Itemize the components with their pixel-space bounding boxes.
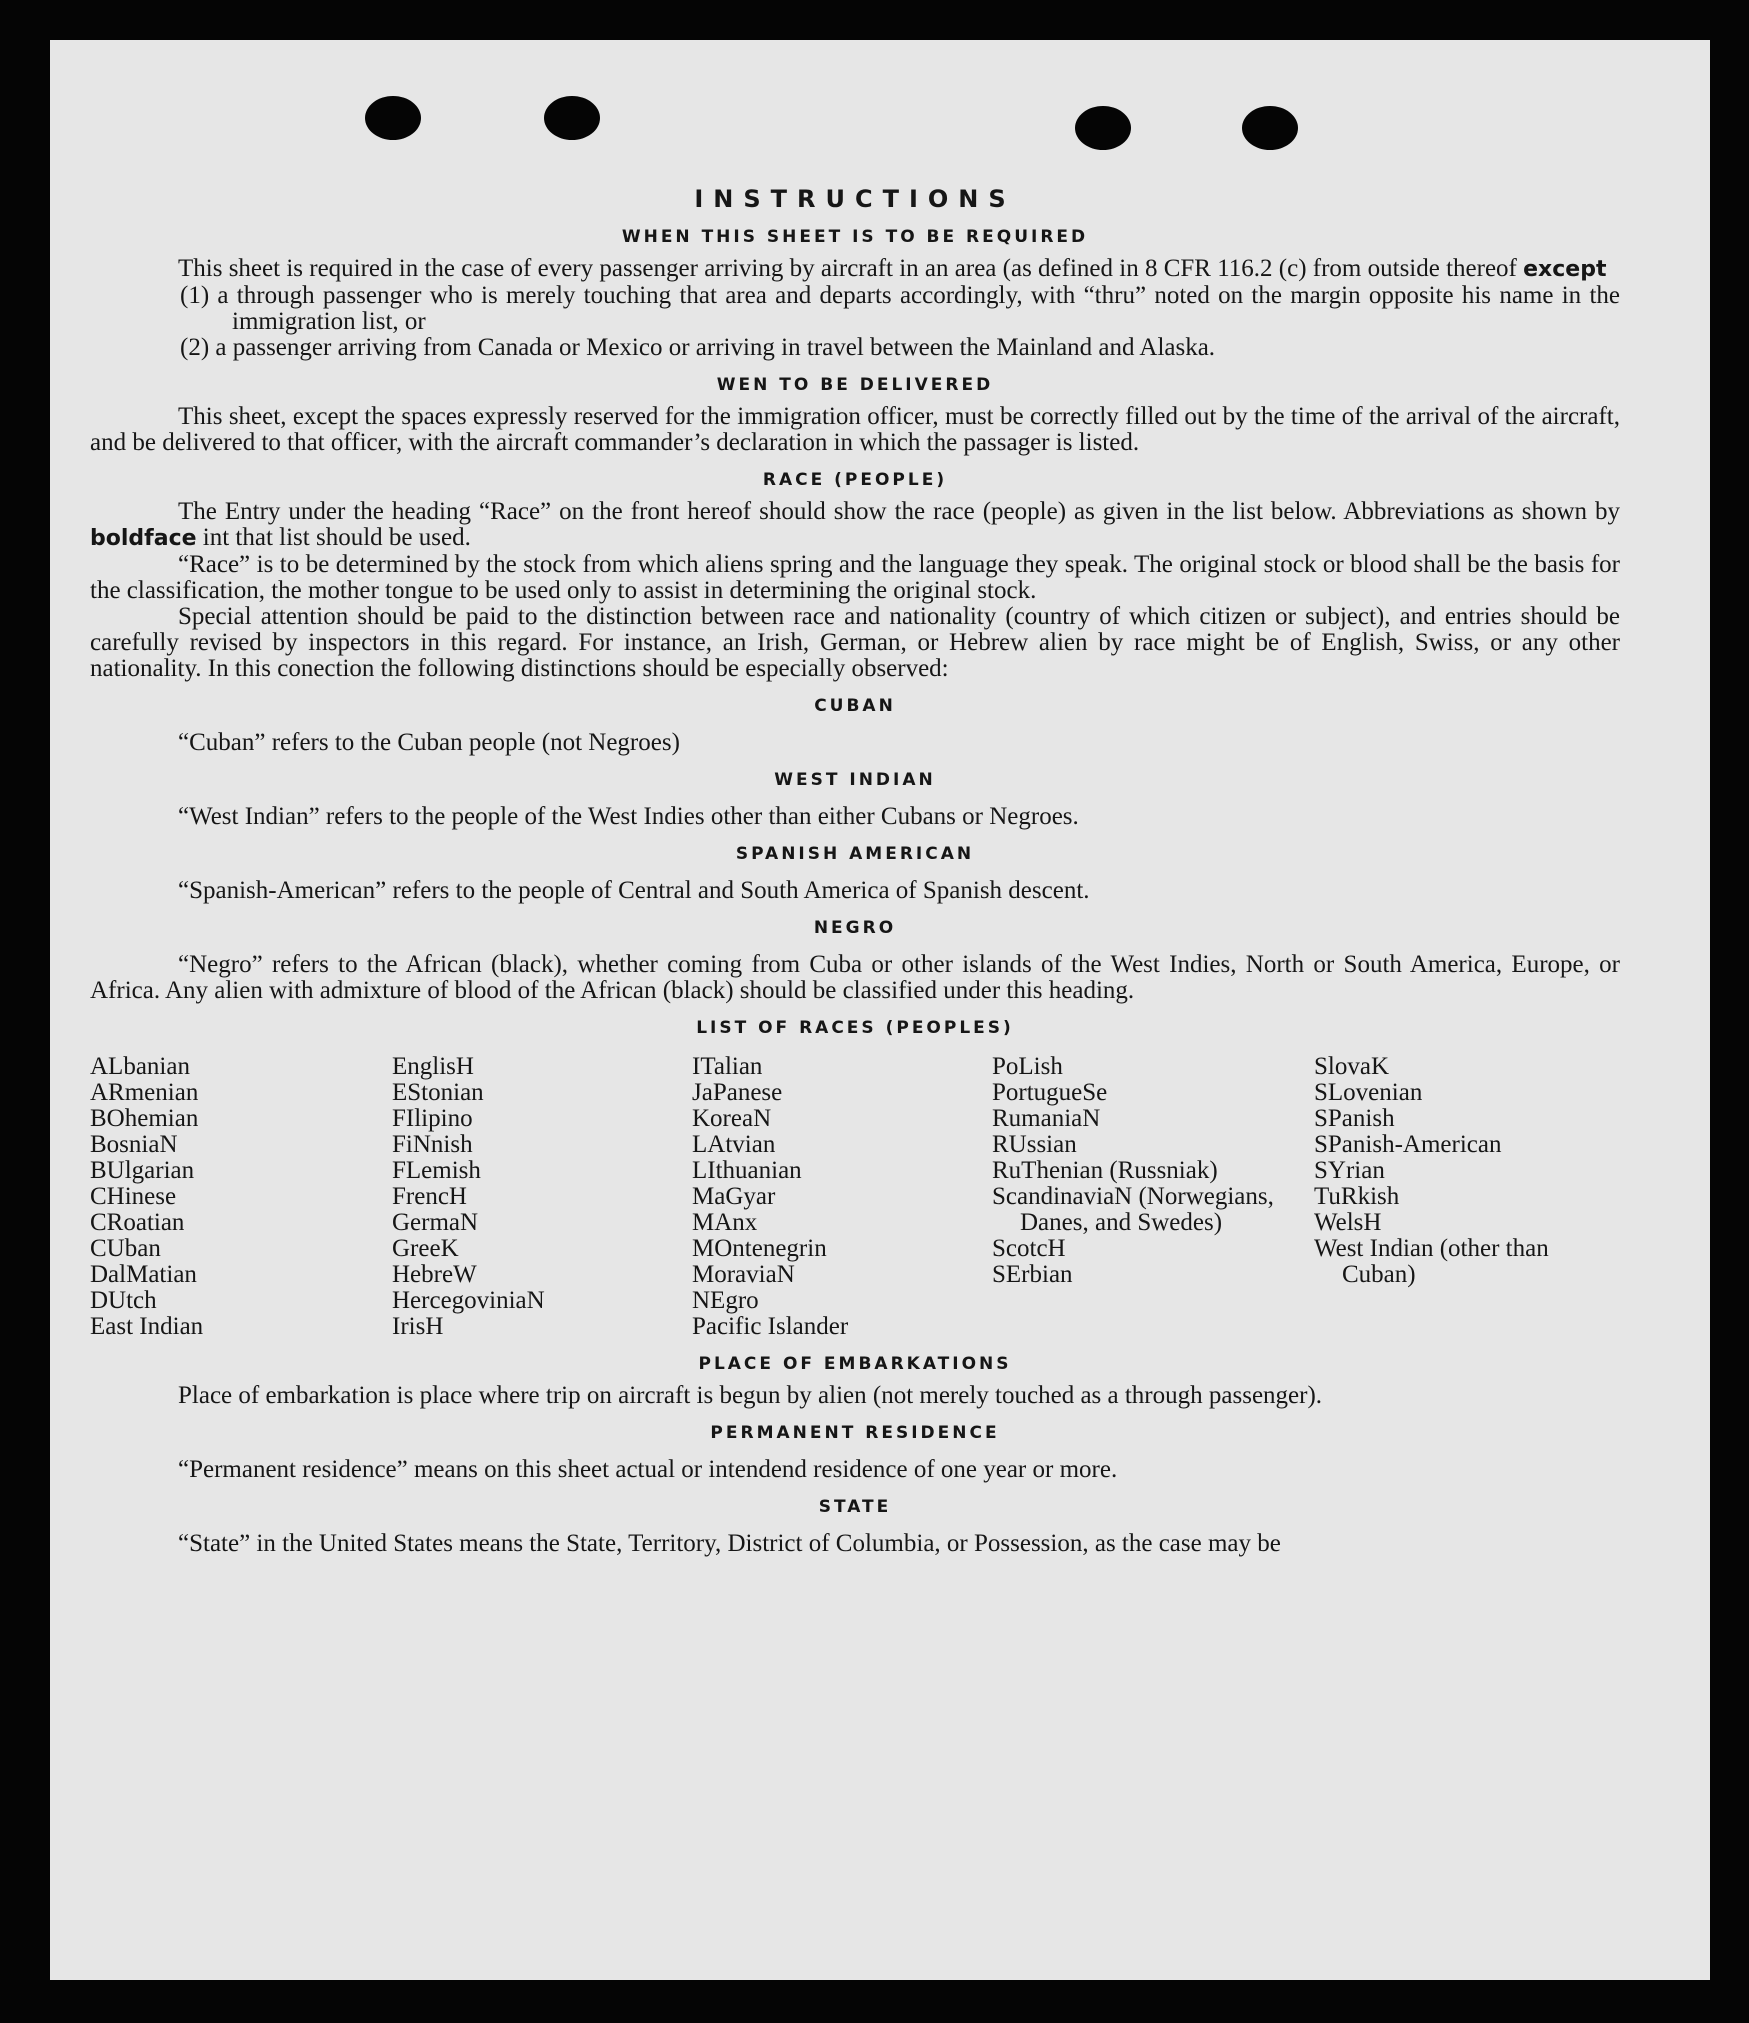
race-entry: BOhemian	[90, 1105, 199, 1132]
races-column-2	[392, 1054, 692, 1340]
negro-text: “Negro” refers to the African (black), whether coming from Cuba or other islands of the West Indies, North or South America, Europe, or Africa. Any alien with admixture of blood of the African (black) should be classified under this heading.	[90, 951, 1620, 1004]
race-entry: SLovenian	[1314, 1079, 1423, 1106]
punch-hole	[365, 96, 421, 140]
race-entry: GermaN	[392, 1209, 479, 1236]
race-entry: SPanish-American	[1314, 1131, 1502, 1158]
required-intro	[90, 256, 1620, 283]
race-entry: MoraviaN	[692, 1261, 795, 1288]
race-entry: WelsH	[1314, 1209, 1382, 1236]
race-entry: CUban	[90, 1235, 161, 1262]
races-column-4	[992, 1054, 1314, 1340]
race-entry: PortugueSe	[992, 1079, 1108, 1106]
section-heading-permanent-residence: PERMANENT RESIDENCE	[710, 1423, 1000, 1443]
race-entry: West Indian (other than Cuban)	[1314, 1235, 1549, 1288]
section-heading-embarkation: PLACE OF EMBARKATIONS	[698, 1354, 1012, 1374]
permanent-residence-text: “Permanent residence” means on this sheet actual or intendend residence of one year or more.	[178, 1456, 1118, 1483]
state-text: “State” in the United States means the State, Territory, District of Columbia, or Possession, as the case may be	[178, 1530, 1281, 1557]
cuban-text: “Cuban” refers to the Cuban people (not Negroes)	[178, 729, 680, 756]
race-entry: EStonian	[392, 1079, 484, 1106]
race-entry: HercegoviniaN	[392, 1287, 545, 1314]
races-column-3	[692, 1054, 992, 1340]
race-entry: FrencH	[392, 1183, 467, 1210]
race-entry: SPanish	[1314, 1105, 1395, 1132]
delivered-text: This sheet, except the spaces expressly reserved for the immigration officer, must be correctly filled out by the time of the arrival of the aircraft, and be delivered to that officer, with the aircraft commander’s declaration in which the passager is listed.	[90, 403, 1620, 456]
race-entry: NEgro	[692, 1287, 759, 1314]
race-entry: FiNnish	[392, 1131, 473, 1158]
section-heading-race: RACE (PEOPLE)	[762, 470, 948, 490]
race-entry: DalMatian	[90, 1261, 197, 1288]
race-entry: FIlipino	[392, 1105, 473, 1132]
section-heading-state: STATE	[818, 1497, 892, 1517]
race-entry: RUssian	[992, 1131, 1077, 1158]
section-heading-cuban: CUBAN	[814, 696, 896, 716]
race-entry: BosniaN	[90, 1131, 178, 1158]
race-entry: IrisH	[392, 1313, 444, 1340]
race-entry: JaPanese	[692, 1079, 783, 1106]
races-list	[90, 1054, 1620, 1340]
race-entry: SErbian	[992, 1261, 1073, 1288]
race-entry: Pacific Islander	[692, 1313, 849, 1340]
required-item-2: (2) a passenger arriving from Canada or Mexico or arriving in travel between the Mainland and Alaska.	[180, 334, 1216, 361]
section-heading-spanish-american: SPANISH AMERICAN	[735, 844, 975, 864]
west-indian-text: “West Indian” refers to the people of the West Indies other than either Cubans or Negroes.	[178, 803, 1079, 830]
race-entry: CRoatian	[90, 1209, 185, 1236]
race-entry: SYrian	[1314, 1157, 1385, 1184]
race-entry: TuRkish	[1314, 1183, 1400, 1210]
race-entry: PoLish	[992, 1053, 1063, 1080]
race-entry: SlovaK	[1314, 1053, 1389, 1080]
required-intro-bold: except	[1523, 257, 1607, 282]
section-heading-list-of-races: LIST OF RACES (PEOPLES)	[696, 1018, 1014, 1038]
race-p1-text: The Entry under the heading “Race” on the front hereof should show the race (people) as given in the list below. Abbreviations as shown by	[178, 498, 1620, 525]
race-entry: ARmenian	[90, 1079, 199, 1106]
race-entry: FLemish	[392, 1157, 481, 1184]
required-item-1: (1) a through passenger who is merely touching that area and departs accordingly, with “thru” noted on the margin opposite his name in the immigration list, or	[180, 282, 1620, 335]
document-sheet	[50, 40, 1710, 1980]
spanish-american-text: “Spanish-American” refers to the people of Central and South America of Spanish descent.	[178, 877, 1090, 904]
race-entry: MaGyar	[692, 1183, 776, 1210]
race-entry: ScandinaviaN (Norwegians, Danes, and Swedes)	[992, 1183, 1274, 1236]
races-column-5	[1314, 1054, 1620, 1340]
race-entry: KoreaN	[692, 1105, 772, 1132]
race-entry: ALbanian	[90, 1053, 190, 1080]
race-p1-bold: boldface	[90, 526, 197, 551]
punch-hole	[1075, 106, 1131, 150]
race-entry: LIthuanian	[692, 1157, 802, 1184]
race-paragraph-2: “Race” is to be determined by the stock from which aliens spring and the language they speak. The original stock or blood shall be the basis for the classification, the mother tongue to be used only to assist in determining the original stock.	[90, 551, 1620, 604]
races-column-1	[90, 1054, 392, 1340]
embarkation-text: Place of embarkation is place where trip on aircraft is begun by alien (not merely touched as a through passenger).	[178, 1382, 1323, 1409]
race-entry: EnglisH	[392, 1053, 474, 1080]
race-entry: ScotcH	[992, 1235, 1066, 1262]
race-entry: MAnx	[692, 1209, 758, 1236]
section-heading-negro: NEGRO	[813, 918, 897, 938]
race-entry: HebreW	[392, 1261, 477, 1288]
punch-hole	[544, 96, 600, 140]
race-entry: East Indian	[90, 1313, 204, 1340]
race-entry: LAtvian	[692, 1131, 776, 1158]
section-heading-required: WHEN THIS SHEET IS TO BE REQUIRED	[621, 227, 1089, 247]
race-paragraph-3: Special attention should be paid to the distinction between race and nationality (country of which citizen or subject), and entries should be carefully revised by inspectors in this regard. For instance, an Irish, German, or Hebrew alien by race might be of English, Swiss, or any other nationality. In this conection the following distinctions should be especially observed:	[90, 603, 1620, 682]
race-p1-after: int that list should be used.	[202, 524, 471, 551]
section-heading-west-indian: WEST INDIAN	[774, 770, 936, 790]
document-content	[90, 185, 1620, 1557]
race-entry: BUlgarian	[90, 1157, 195, 1184]
race-paragraph-1	[90, 499, 1620, 552]
race-entry: GreeK	[392, 1235, 459, 1262]
race-entry: RuThenian (Russniak)	[992, 1157, 1218, 1184]
section-heading-delivered: WEN TO BE DELIVERED	[716, 375, 994, 395]
race-entry: RumaniaN	[992, 1105, 1101, 1132]
race-entry: CHinese	[90, 1183, 177, 1210]
document-title: INSTRUCTIONS	[694, 185, 1016, 213]
race-entry: DUtch	[90, 1287, 157, 1314]
punch-hole	[1242, 106, 1298, 150]
race-entry: MOntenegrin	[692, 1235, 827, 1262]
race-entry: ITalian	[692, 1053, 763, 1080]
required-intro-text: This sheet is required in the case of every passenger arriving by aircraft in an area (as defined in 8 CFR 116.2 (c) from outside thereof	[178, 255, 1517, 282]
